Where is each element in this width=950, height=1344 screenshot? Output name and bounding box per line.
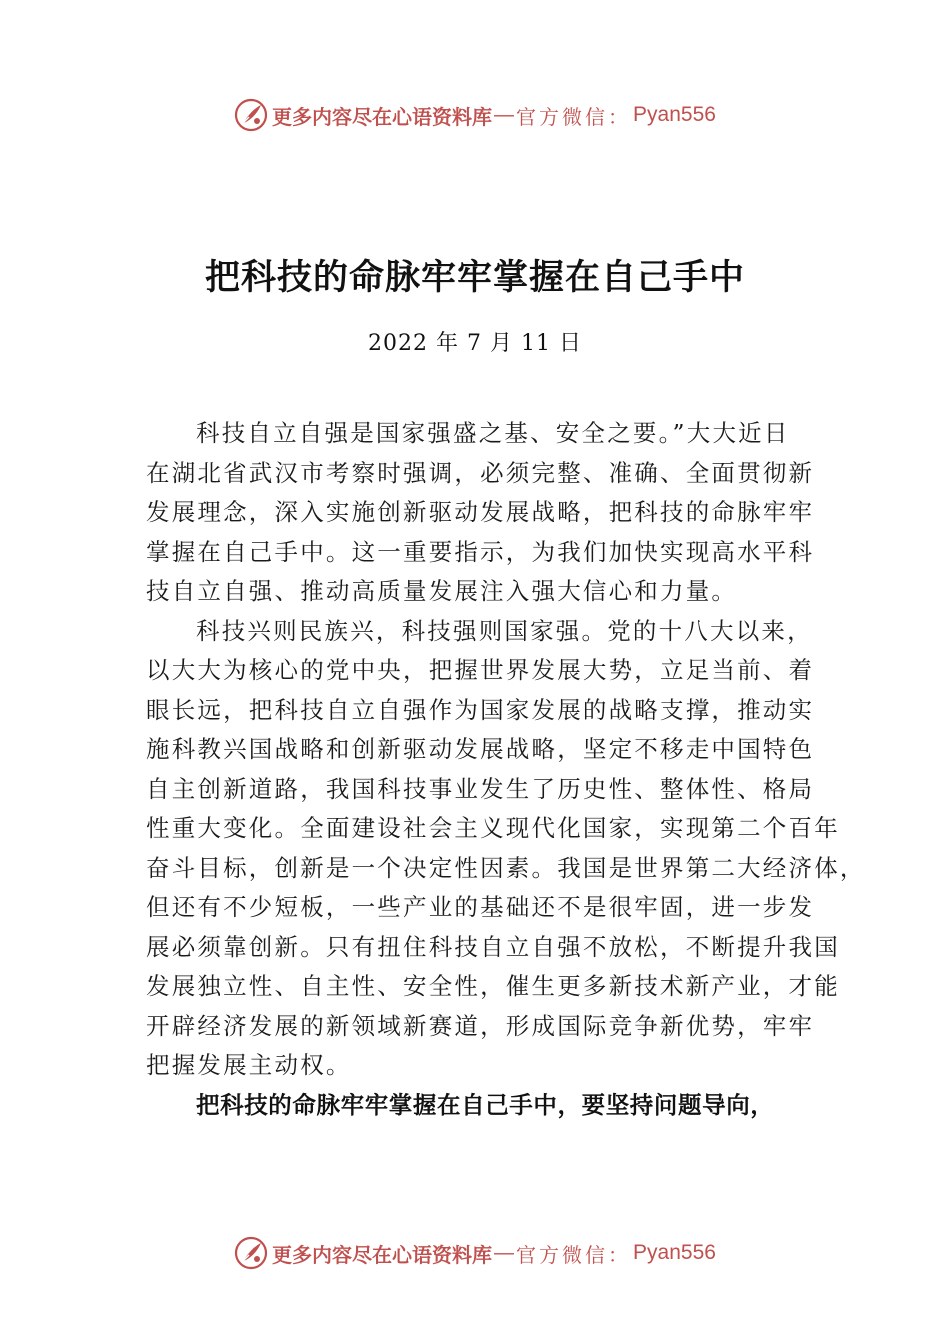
footer-watermark-banner [0,1233,950,1273]
text-line: 但还有不少短板，一些产业的基础还不是很牢固，进一步发 [146,893,815,921]
site-name: 更多内容尽在心语资料库 [272,104,493,129]
text-line: 科技兴则民族兴，科技强则国家强。党的十八大以来， [196,616,813,645]
text-line: 展必须靠创新。只有扭住科技自立自强不放松，不断提升我国 [146,932,840,961]
wechat-id: Pyan556 [633,103,716,126]
document-title: 把科技的命脉牢牢掌握在自己手中 [204,258,745,298]
text-line: 把握发展主动权。 [146,1051,352,1079]
text-line: 开辟经济发展的新领域新赛道，形成国际竞争新优势，牢牢 [146,1011,815,1040]
paragraph-3 [146,1086,836,1126]
paragraph-2 [146,612,866,1086]
wechat-label: 官方微信： [516,104,632,129]
text-line: 发展独立性、自主性、安全性，催生更多新技术新产业，才能 [146,972,840,1000]
quill-logo-icon [234,1236,268,1270]
site-name: 更多内容尽在心语资料库 [272,1242,493,1267]
header-watermark-banner [0,95,950,135]
banner-dash: — [494,103,515,126]
text-line: 以大大为核心的党中央，把握世界发展大势，立足当前、着 [146,656,815,684]
text-line: 施科教兴国战略和创新驱动发展战略，坚定不移走中国特色 [146,735,815,763]
document-body [146,414,866,1125]
text-line: 掌握在自己手中。这一重要指示，为我们加快实现高水平科 [146,537,815,566]
wechat-id: Pyan556 [633,1241,716,1264]
paragraph-1 [146,414,836,612]
text-line: 科技自立自强是国家强盛之基、安全之要。”大大近日 [196,419,790,447]
text-line: 自主创新道路，我国科技事业发生了历史性、整体性、格局 [146,774,815,803]
wechat-label: 官方微信： [516,1242,632,1267]
text-line: 发展理念，深入实施创新驱动发展战略，把科技的命脉牢牢 [146,498,815,526]
text-line: 在湖北省武汉市考察时强调，必须完整、准确、全面贯彻新 [146,458,815,487]
text-line: 奋斗目标，创新是一个决定性因素。我国是世界第二大经济体， [146,853,866,882]
document-date: 2022 年 7 月 11 日 [368,331,582,356]
text-line: 性重大变化。全面建设社会主义现代化国家，实现第二个百年 [146,814,840,842]
bold-heading-line: 把科技的命脉牢牢掌握在自己手中，要坚持问题导向， [196,1090,775,1119]
quill-logo-icon [234,98,268,132]
text-line: 眼长远，把科技自立自强作为国家发展的战略支撑，推动实 [146,695,815,724]
banner-dash: — [494,1241,515,1264]
text-line: 技自立自强、推动高质量发展注入强大信心和力量。 [146,577,738,605]
